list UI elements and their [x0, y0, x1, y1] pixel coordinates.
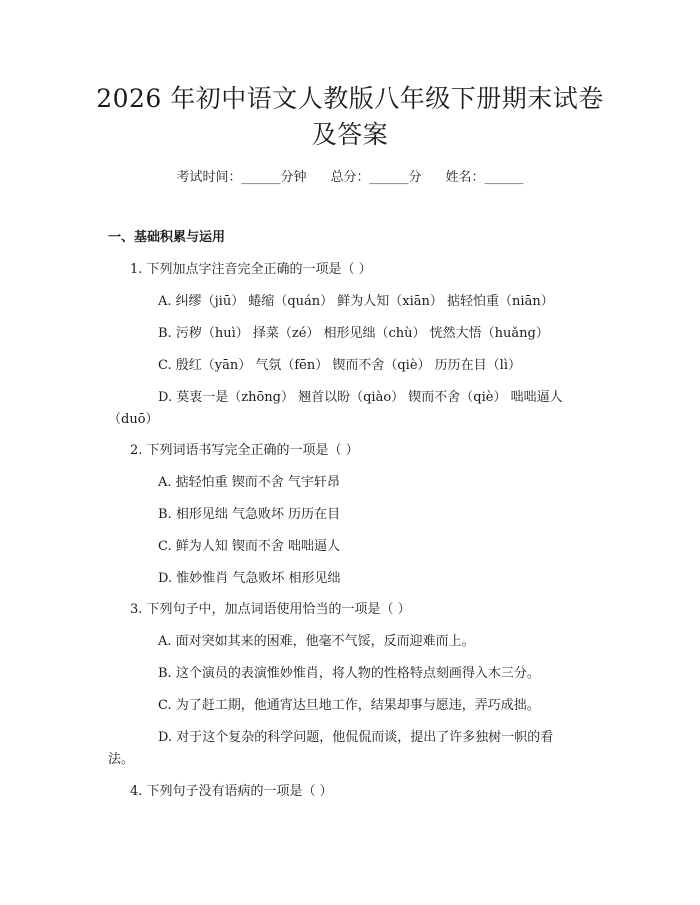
question-2-stem: 2. 下列词语书写完全正确的一项是（ ）: [130, 443, 359, 458]
exam-info: [0, 168, 700, 188]
exam-time-label: 考试时间：______分钟: [176, 170, 307, 185]
page-title-line2: 及答案: [311, 120, 389, 149]
total-score-label: 总分：______分: [330, 170, 422, 185]
page-title-line1: 2026 年初中语文人教版八年级下册期末试卷: [96, 84, 604, 113]
question-2-option-d: D. 惟妙惟肖 气急败坏 相形见绌: [158, 571, 341, 586]
question-4-stem: 4. 下列句子没有语病的一项是（ ）: [130, 784, 333, 799]
question-1-option-a: A. 纠缪（jiū） 蜷缩（quán） 鲜为人知（xiān） 掂轻怕重（niān）: [158, 294, 554, 309]
question-1-option-b: B. 污秽（huì） 择菜（zé） 相形见绌（chù） 恍然大悟（huǎng）: [158, 326, 549, 341]
question-3-option-a: A. 面对突如其来的困难，他毫不气馁，反而迎难而上。: [158, 634, 475, 649]
question-2-option-b: B. 相形见绌 气急败坏 历历在目: [158, 507, 341, 522]
question-3-option-b: B. 这个演员的表演惟妙惟肖，将人物的性格特点刻画得入木三分。: [158, 666, 540, 681]
question-3-option-d-continuation: 法。: [108, 752, 135, 767]
question-3-option-c: C. 为了赶工期，他通宵达旦地工作，结果却事与愿违，弄巧成拙。: [158, 698, 540, 713]
question-2-option-a: A. 掂轻怕重 锲而不舍 气宇轩昂: [158, 475, 340, 490]
section-heading: 一、基础积累与运用: [108, 230, 226, 245]
student-name-label: 姓名：______: [445, 170, 524, 185]
question-2-option-c: C. 鲜为人知 锲而不舍 咄咄逼人: [158, 539, 341, 554]
question-1-option-d: D. 莫衷一是（zhōng） 翘首以盼（qiào） 锲而不舍（qiè） 咄咄逼人: [158, 390, 563, 405]
question-1-option-c: C. 殷红（yān） 气氛（fēn） 锲而不舍（qiè） 历历在目（lì）: [158, 358, 521, 373]
question-1-option-d-continuation: （duō）: [108, 412, 159, 427]
question-1-stem: 1. 下列加点字注音完全正确的一项是（ ）: [130, 262, 372, 277]
question-3-stem: 3. 下列句子中，加点词语使用恰当的一项是（ ）: [130, 602, 411, 617]
question-3-option-d: D. 对于这个复杂的科学问题，他侃侃而谈，提出了许多独树一帜的看: [158, 730, 554, 745]
